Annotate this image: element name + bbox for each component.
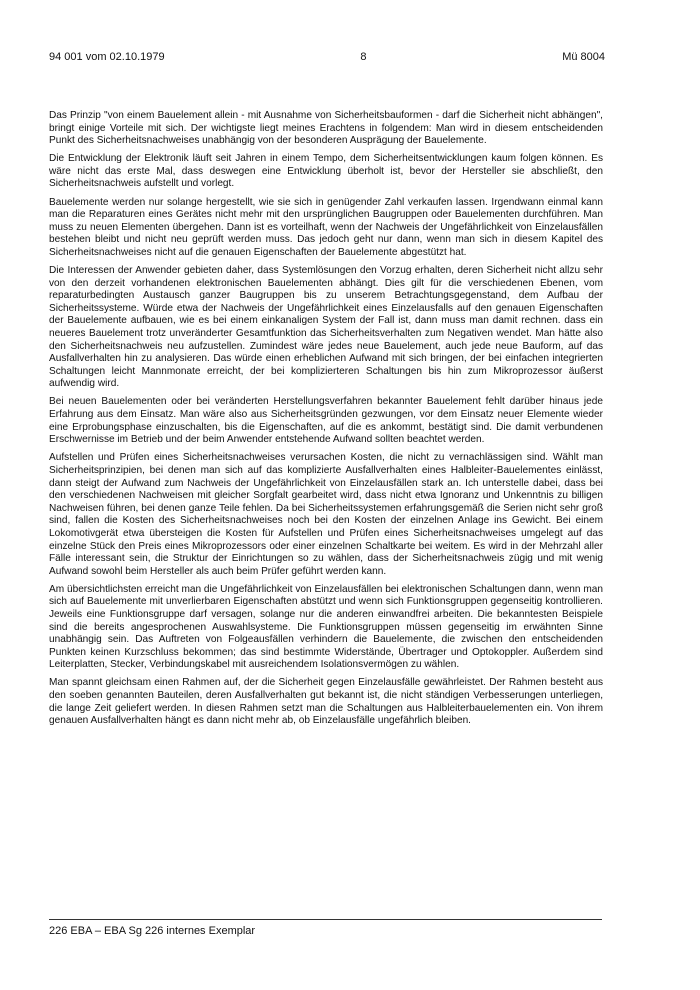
footer-divider [49, 919, 602, 920]
page-header [49, 50, 605, 64]
page-footer: 226 EBA – EBA Sg 226 internes Exemplar [49, 925, 256, 937]
document-reference: 94 001 vom 02.10.1979 [49, 51, 165, 63]
page-number: 8 [360, 51, 367, 63]
paragraph: Die Entwicklung der Elektronik läuft seit Jahren in einem Tempo, dem Sicherheitsentwicklungen kaum folgen können. Es wäre nicht das erste Mal, dass deswegen eine Entwicklung überholt ist, bevor der Hersteller sie abschließt, den Sicherheitsnachweis aufstellt und vorlegt. [49, 153, 603, 190]
document-code: Mü 8004 [562, 51, 605, 63]
paragraph: Am übersichtlichsten erreicht man die Ungefährlichkeit von Einzelausfällen bei elektronischen Schaltungen dann, wenn man sich auf Bauelemente mit unverlierbaren Eigenschaften abstützt und wenn sich Funktionsgruppen gegenseitig kontrollieren. Jeweils eine Funktionsgruppe darf versagen, solange nur die anderen einwandfrei arbeiten. Die bekanntesten Beispiele sind die bereits angesprochenen Auswahlsysteme. Die Funktionsgruppen müssen gegenseitig im erwähnten Sinne unabhängig sein. Das Auftreten von Folgeausfällen verhindern die Bauelemente, die zwischen den entscheidenden Punkten keinen Kurzschluss bekommen; das sind bestimmte Widerstände, Übertrager und Optokoppler. Außerdem sind Leiterplatten, Stecker, Verbindungskabel mit ausreichendem Isolationsvermögen zu wählen. [49, 583, 603, 671]
paragraph: Man spannt gleichsam einen Rahmen auf, der die Sicherheit gegen Einzelausfälle gewährleistet. Der Rahmen besteht aus den soeben genannten Bauteilen, deren Ausfallverhalten gut bekannt ist, die nicht ständigen Verbesserungen unterliegen, die lange Zeit geliefert werden. In diesen Rahmen setzt man die Schaltungen aus Halbleiterbauelementen ein. Von ihrem genauen Ausfallverhalten hängt es dann nicht mehr ab, ob Einzelausfälle ungefährlich bleiben. [49, 677, 603, 727]
paragraph: Das Prinzip "von einem Bauelement allein - mit Ausnahme von Sicherheitsbauformen - darf die Sicherheit nicht abhängen", bringt einige Vorteile mit sich. Der wichtigste liegt meines Erachtens in folgendem: Man wird in diesem entscheidenden Punkt des Sicherheitsnachweises unabhängig von der besonderen Ausprägung der Bauelemente. [49, 110, 603, 147]
body-text [49, 110, 603, 733]
paragraph: Aufstellen und Prüfen eines Sicherheitsnachweises verursachen Kosten, die nicht zu vernachlässigen sind. Wählt man Sicherheitsprinzipien, bei denen man sich auf das komplizierte Ausfallverhalten eines Halbleiter-Bauelementes einlässt, dann steigt der Aufwand zum Nachweis der Ungefährlichkeit von Einzelausfällen stark an. Ich unterstelle dabei, dass bei den verschiedenen Nachweisen mit gleicher Sorgfalt gearbeitet wird, dass nicht etwa Ignoranz und Unkenntnis zu billigen Nachweisen führen, bei denen ganze Teile fehlen. Da bei Sicherheitssystemen erfahrungsgemäß die Serien nicht sehr groß sind, fallen die Kosten des Sicherheitsnachweises noch bei den Kosten der einzelnen Anlage ins Gewicht. Bei einem Lokomotivgerät etwa übersteigen die Kosten für Aufstellen und Prüfen eines Sicherheitsnachweises umgelegt auf das einzelne Stück den Preis eines Mikroprozessors oder einer einzelnen Schaltkarte bei weitem. Es wird in der Mehrzahl aller Fälle interessant sein, die Struktur der Einrichtungen so zu wählen, dass der Sicherheitsnachweis zügig und mit wenig Aufwand sowohl beim Hersteller als auch beim Prüfer geführt werden kann. [49, 452, 603, 577]
paragraph: Die Interessen der Anwender gebieten daher, dass Systemlösungen den Vorzug erhalten, deren Sicherheit nicht allzu sehr von den derzeit vorhandenen elektronischen Bauelementen abhängt. Dies gilt für die verschiedenen Ebenen, vom reparaturbedingten Austausch ganzer Baugruppen bis zu unserem Betrachtungsgegenstand, dem Aufbau der Sicherheitssysteme. Würde etwa der Nachweis der Ungefährlichkeit eines Einzelausfalls auf den genauen Eigenschaften der Bauelemente aufbauen, wie es bei einem einkanaligen System der Fall ist, dann muss man damit rechnen. dass ein neueres Bauelement trotz unveränderter Gesamtfunktion das Sicherheitsverhalten zum Negativen wendet. Man hätte also den Sicherheitsnachweis neu aufzustellen. Zumindest wäre jedes neue Bauelement, auch jede neue Bauform, auf das Ausfallverhalten hin zu analysieren. Das würde einen erheblichen Aufwand mit sich bringen, der bei einfachen integrierten Schaltungen leicht Mannmonate erreicht, der bei komplizierteren Schaltungen bis hin zum Mikroprozessor äußerst aufwendig wird. [49, 265, 603, 390]
paragraph: Bauelemente werden nur solange hergestellt, wie sie sich in genügender Zahl verkaufen lassen. Irgendwann einmal kann man die Reparaturen eines Gerätes nicht mehr mit den ursprünglichen Baugruppen oder Bauelementen durchführen. Man muss zu neuen Elementen übergehen. Dann ist es vorteilhaft, wenn der Nachweis der Ungefährlichkeit von Einzelausfällen bestehen bleibt und nicht neu geprüft werden muss. Das jedoch geht nur dann, wenn man sich in diesem Kapitel des Sicherheitsnachweises nicht auf die genauen Eigenschaften der Bauelemente abgestützt hat. [49, 196, 603, 258]
paragraph: Bei neuen Bauelementen oder bei veränderten Herstellungsverfahren bekannter Bauelement fehlt darüber hinaus jede Erfahrung aus dem Einsatz. Man wäre also aus Sicherheitsgründen gezwungen, vor dem Einsatz neuer Elemente wieder eine Erprobungsphase einzuschalten, bis die Eigenschaften, auf die es ankommt, bestätigt sind. Die damit verbundenen Erschwernisse im Betrieb und der beim Anwender entstehende Aufwand sollten beachtet werden. [49, 396, 603, 446]
